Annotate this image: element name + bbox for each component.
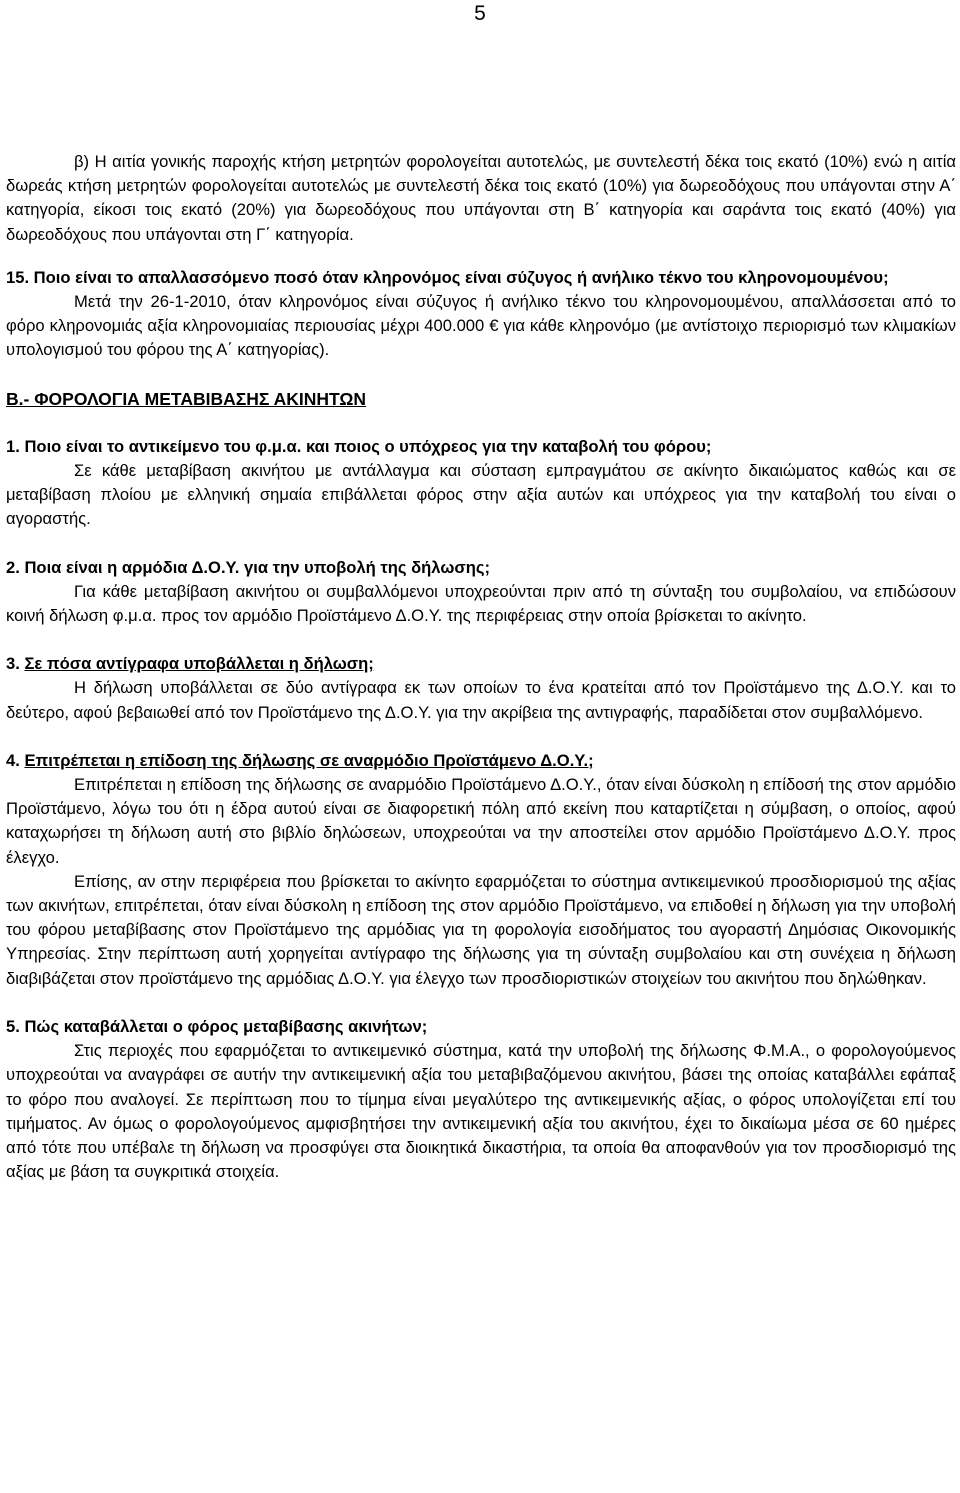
spacer — [6, 725, 956, 749]
question-2-title: 2. Ποια είναι η αρμόδια Δ.Ο.Υ. για την υποβολή της δήλωσης; — [6, 557, 490, 577]
question-3-number: 3. — [6, 654, 25, 674]
question-3-answer: Η δήλωση υποβάλλεται σε δύο αντίγραφα εκ των οποίων το ένα κρατείται από τον Προϊστάμενο της Δ.Ο.Υ. και το δεύτερο, αφού βεβαιωθεί από τον Προϊστάμενο της Δ.Ο.Υ. για την ακρίβεια της αντιγραφής, παραδίδεται στον συμβαλλόμενο. — [6, 678, 956, 722]
question-2-answer: Για κάθε μεταβίβαση ακινήτου οι συμβαλλόμενοι υποχρεούνται πριν από τη σύνταξη του συμβολαίου, να επιδώσουν κοινή δήλωση φ.μ.α. προς τον αρμόδιο Προϊστάμενο Δ.Ο.Υ. της περιφέρειας στην οποία βρίσκεται το ακίνητο. — [6, 581, 956, 626]
spacer — [6, 411, 956, 435]
question-4-title — [6, 749, 956, 773]
spacer — [6, 532, 956, 556]
question-15-answer: Μετά την 26-1-2010, όταν κληρονόμος είναι σύζυγος ή ανήλικο τέκνο του κληρονομουμένου, απαλλάσσεται από το φόρο κληρονομιάς αξία κληρονομιαίας περιουσίας μέχρι 400.000 € για κάθε κληρονόμο (με αντίστοιχο περιορισμό των κλιμακίων υπολογισμού του φόρου της Α΄ κατηγορίας). — [6, 292, 956, 360]
spacer — [6, 991, 956, 1015]
question-1-title: 1. Ποιο είναι το αντικείμενο του φ.μ.α. και ποιος ο υπόχρεος για την καταβολή του φόρου; — [6, 436, 712, 456]
spacer — [6, 363, 956, 387]
question-1-answer: Σε κάθε μεταβίβαση ακινήτου με αντάλλαγμα και σύσταση εμπραγμάτου σε ακίνητο δικαιώματος καθώς και σε μεταβίβαση πλοίου με ελληνική σημαία επιβάλλεται φόρος στην αξία αυτών και υπόχρεος για την καταβολή του είναι ο αγοραστής. — [6, 461, 956, 529]
document-body — [6, 150, 956, 1184]
page-number: 5 — [474, 2, 486, 25]
question-5-title: 5. Πώς καταβάλλεται ο φόρος μεταβίβασης ακινήτων; — [6, 1016, 428, 1036]
question-4-answer-2: Επίσης, αν στην περιφέρεια που βρίσκεται το ακίνητο εφαρμόζεται το σύστημα αντικειμενικού προσδιορισμού της αξίας των ακινήτων, επιτρέπεται, όταν είναι δύσκολη η επίδοση της στον αρμόδιο Προϊστάμενο, να επιδοθεί η δήλωση για την υποβολή του φόρου μεταβίβασης στον Προϊστάμενο της αρμόδιας για τη φορολογία εισοδήματος του αγοραστή Δημόσιας Οικονομικής Υπηρεσίας. Στην περίπτωση αυτή χορηγείται αντίγραφο της δήλωσης για τη σύνταξη συμβολαίου και στη συνέχεια η δήλωση διαβιβάζεται στον προϊστάμενο της αρμόδιας Δ.Ο.Υ. για έλεγχο των προσδιοριστικών στοιχείων του ακινήτου που δηλώθηκαν. — [6, 871, 956, 988]
spacer — [6, 628, 956, 652]
question-4-text: Επιτρέπεται η επίδοση της δήλωσης σε αναρμόδιο Προϊστάμενο Δ.Ο.Υ.; — [24, 750, 594, 770]
question-4-answer-1: Επιτρέπεται η επίδοση της δήλωσης σε αναρμόδιο Προϊστάμενο Δ.Ο.Υ., όταν είναι δύσκολη η επίδοσή της στον αρμόδιο Προϊστάμενο, λόγω του ότι η έδρα αυτού είναι σε διαφορετική πόλη από εκείνη που καταρτίζεται η σύμβαση, ο οποίος, αφού καταχωρήσει τη δήλωση αυτή στο βιβλίο δηλώσεων, υποχρεούται να την αποστείλει στον αρμόδιο Προϊστάμενο Δ.Ο.Υ. προς έλεγχο. — [6, 775, 956, 867]
spacer — [6, 247, 956, 266]
section-title-b: Β.- ΦΟΡΟΛΟΓΙΑ ΜΕΤΑΒΙΒΑΣΗΣ ΑΚΙΝΗΤΩΝ — [6, 388, 367, 409]
paragraph-beta: β) Η αιτία γονικής παροχής κτήση μετρητών φορολογείται αυτοτελώς, με συντελεστή δέκα τοις εκατό (10%) ενώ η αιτία δωρεάς κτήση μετρητών φορολογείται αυτοτελώς με συντελεστή δέκα τοις εκατό (10%) για δωρεοδόχους που υπάγονται στην Α΄ κατηγορία, είκοσι τοις εκατό (20%) για δωρεοδόχους που υπάγονται στη Β΄ κατηγορία και σαράντα τοις εκατό (40%) για δωρεοδόχους που υπάγονται στη Γ΄ κατηγορία. — [6, 152, 956, 244]
question-4-number: 4. — [6, 750, 25, 770]
question-5-answer: Στις περιοχές που εφαρμόζεται το αντικειμενικό σύστημα, κατά την υποβολή της δήλωσης Φ.Μ.Α., ο φορολογούμενος υποχρεούται να αναγράφει σε αυτήν την αντικειμενική αξία του μεταβιβαζόμενου ακινήτου, βάσει της οποίας καταβάλλει εφάπαξ το φόρο που αναλογεί. Σε περίπτωση που το τίμημα είναι μεγαλύτερο της αντικειμενικής αξίας, ο φόρος υπολογίζεται επί του τιμήματος. Αν όμως ο φορολογούμενος αμφισβητήσει την αντικειμενική αξία του ακινήτου, έχει το δικαίωμα μέσα σε 60 ημέρες από τότε που υπέβαλε τη δήλωση να προσφύγει στα διοικητικά δικαστήρια, τα οποία θα αποφανθούν για τον προσδιορισμό της αξίας με βάση τα συγκριτικά στοιχεία. — [6, 1041, 956, 1182]
question-3-title — [6, 652, 956, 676]
question-3-text: Σε πόσα αντίγραφα υποβάλλεται η δήλωση; — [24, 654, 374, 674]
question-15-title: 15. Ποιο είναι το απαλλασσόμενο ποσό όταν κληρονόμος είναι σύζυγος ή ανήλικο τέκνο του κληρονομουμένου; — [6, 267, 889, 287]
